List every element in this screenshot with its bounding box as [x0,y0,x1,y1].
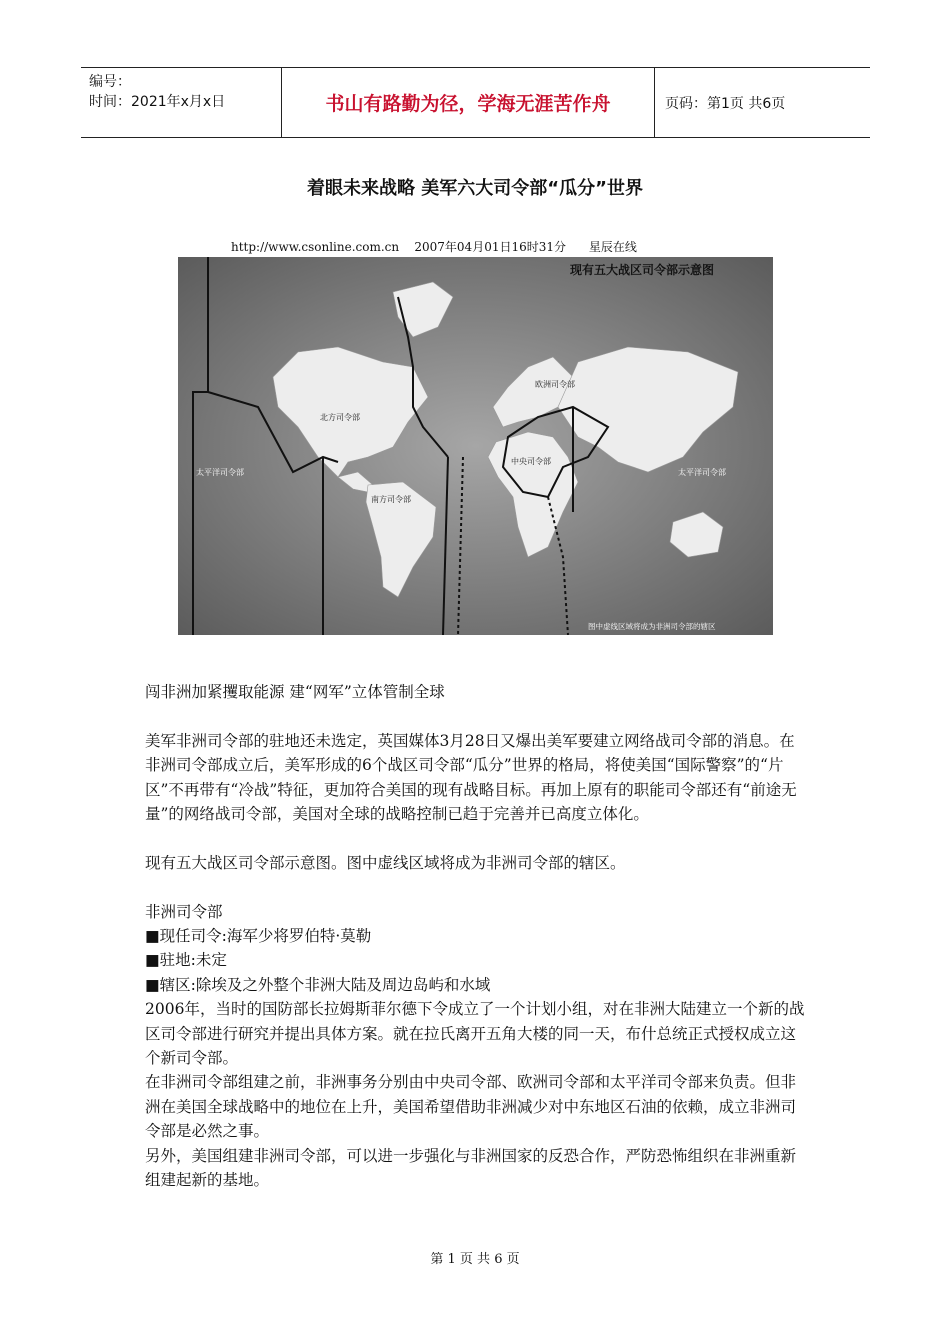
article-title: 着眼未来战略 美军六大司令部“瓜分”世界 [307,178,643,199]
paragraph-gap [145,826,805,850]
label-southern: 南方司令部 [371,495,411,504]
paragraph: ■现任司令:海军少将罗伯特·莫勒 [145,927,372,946]
paragraph: 在非洲司令部组建之前，非洲事务分别由中央司令部、欧洲司令部和太平洋司令部来负责。但非洲在美国全球战略中的地位在上升，美国希望借助非洲减少对中东地区石油的依赖，成立非洲司令部是必然之事。 [145,1073,797,1141]
label-pacific-right: 太平洋司令部 [678,468,726,477]
page-footer: 第 1 页 共 6 页 [430,1252,520,1267]
paragraph: 闯非洲加紧攫取能源 建“网军”立体管制全球 [145,683,445,701]
header-page-cell [655,68,870,137]
paragraph: ■辖区:除埃及之外整个非洲大陆及周边岛屿和水域 [145,975,491,994]
map-title: 现有五大战区司令部示意图 [570,263,715,277]
paragraph: 另外，美国组建非洲司令部，可以进一步强化与非洲国家的反恐合作，严防恐怖组织在非洲重新组建起新的基地。 [145,1146,797,1190]
paragraph: 美军非洲司令部的驻地还未选定，英国媒体3月28日又爆出美军要建立网络战司令部的消息。在非洲司令部成立后，美军形成的6个战区司令部“瓜分”世界的格局，将使美国“国际警察”的“片区”不再带有“冷战”特征，更加符合美国的现有战略目标。再加上原有的职能司令部还有“前途无量”的网络战司令部，美国对全球的战略控制已趋于完善并已高度立体化。 [145,731,797,824]
paragraph: 现有五大战区司令部示意图。图中虚线区域将成为非洲司令部的辖区。 [145,853,626,872]
label-pacific-left: 太平洋司令部 [196,468,244,477]
paragraph: ■驻地:未定 [145,951,227,970]
motto: 书山有路勤为径，学海无涯苦作舟 [325,93,611,115]
map-caption: 图中虚线区域将成为非洲司令部的辖区 [588,622,716,631]
world-commands-map [178,257,773,635]
header-motto-cell [281,68,655,137]
paragraph: 非洲司令部 [145,902,223,921]
page-info: 页码：第1页 共6页 [665,95,786,112]
label-central: 中央司令部 [511,457,551,466]
paragraph-gap [145,704,805,728]
article-body [145,680,805,1192]
header-table [81,67,870,138]
label-european: 欧洲司令部 [535,380,575,389]
number-label: 编号： [89,74,131,90]
paragraph-gap [145,875,805,899]
article-source: http://www.csonline.com.cn 2007年04月01日16时31分 星辰在线 [231,240,637,254]
label-northern: 北方司令部 [320,413,360,422]
time-label: 时间：2021年x月x日 [89,94,226,110]
header-left-cell [81,68,281,137]
paragraph: 2006年，当时的国防部长拉姆斯菲尔德下令成立了一个计划小组，对在非洲大陆建立一个新的战区司令部进行研究并提出具体方案。就在拉氏离开五角大楼的同一天，布什总统正式授权成立这个新司令部。 [145,1000,805,1068]
